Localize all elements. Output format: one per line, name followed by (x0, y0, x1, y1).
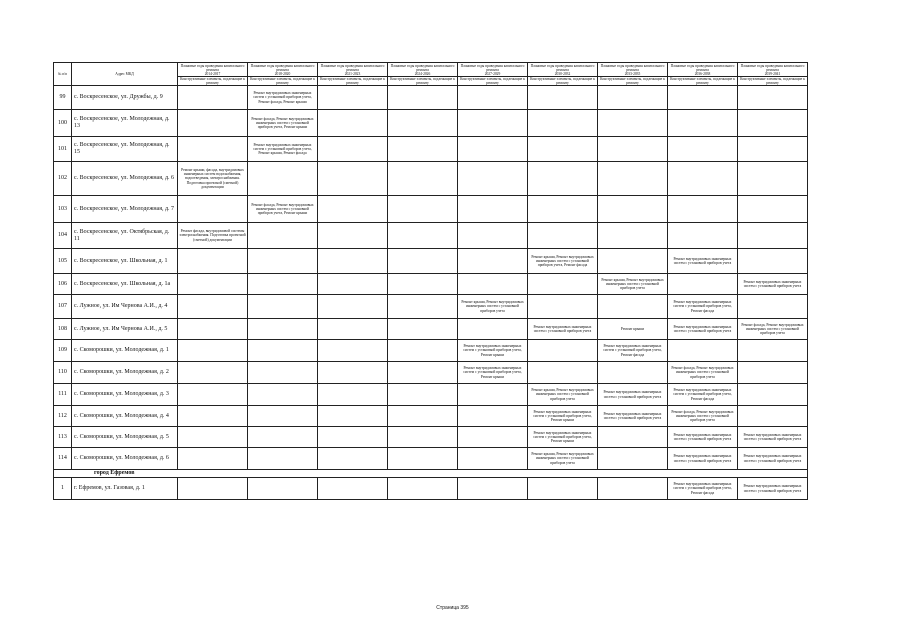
repair-cell (178, 137, 248, 162)
subheader: Конструктивные элементы, подлежащие к ремонту (668, 77, 738, 86)
row-number: 111 (54, 384, 72, 406)
repair-cell (178, 340, 248, 362)
repair-cell (598, 223, 668, 249)
repair-cell (318, 340, 388, 362)
table-row (54, 274, 808, 295)
page-number: Страница 395 (436, 605, 469, 611)
row-address: с. Скоморошки, ул. Молодежная, д. 1 (72, 340, 178, 362)
repair-cell (248, 249, 318, 274)
repair-cell (248, 162, 318, 196)
repair-cell (318, 295, 388, 319)
period-years: 2014-2017 (204, 71, 221, 76)
repair-cell (178, 362, 248, 384)
row-number: 105 (54, 249, 72, 274)
repair-cell (738, 406, 808, 427)
repair-cell (458, 86, 528, 110)
repair-cell: Ремонт фасада, Ремонт внутридомовых инженерных систем с установкой приборов учета (668, 362, 738, 384)
repair-cell (388, 448, 458, 470)
repair-cell (318, 110, 388, 137)
repair-cell (528, 162, 598, 196)
repair-cell (388, 384, 458, 406)
repair-cell: Ремонт внутридомовых инженерных систем с установкой приборов учета (598, 384, 668, 406)
repair-cell (178, 86, 248, 110)
repair-cell: Ремонт внутридомовых инженерных систем с установкой приборов учета, Ремонт фасада (668, 384, 738, 406)
repair-cell (668, 340, 738, 362)
repair-cell: Ремонт внутридомовых инженерных систем с установкой приборов учета, Ремонт крыши (458, 340, 528, 362)
row-address: с. Скоморошки, ул. Молодежная, д. 3 (72, 384, 178, 406)
section-row (54, 470, 808, 478)
table-row (54, 406, 808, 427)
repair-cell: Ремонт внутридомовых инженерных систем с установкой приборов учета (598, 406, 668, 427)
repair-cell (598, 448, 668, 470)
repair-cell (388, 406, 458, 427)
period-title: Плановые годы проведения капитального ремонта (670, 63, 735, 72)
repair-cell (738, 295, 808, 319)
repair-cell (668, 223, 738, 249)
repair-cell: Ремонт внутридомовых инженерных систем с установкой приборов учета, Ремонт фасада (668, 478, 738, 500)
subheader: Конструктивные элементы, подлежащие к ремонту (318, 77, 388, 86)
repair-cell (738, 86, 808, 110)
repair-cell (598, 86, 668, 110)
repair-cell (458, 448, 528, 470)
row-address: с. Воскресенское, ул. Дружбы, д. 9 (72, 86, 178, 110)
repair-cell (388, 249, 458, 274)
repair-cell: Ремонт внутридомовых инженерных систем с установкой приборов учета (738, 478, 808, 500)
repair-cell (528, 137, 598, 162)
repair-cell: Ремонт фасада, внутридомовой системы электроснабжения. Подготовка проектной (сметной) документации (178, 223, 248, 249)
period-title: Плановые годы проведения капитального ремонта (530, 63, 595, 72)
repair-cell (178, 274, 248, 295)
repair-cell: Ремонт внутридомовых инженерных систем с установкой приборов учета, Ремонт крыши, Ремонт фасада (248, 137, 318, 162)
repair-cell (248, 448, 318, 470)
repair-cell (668, 86, 738, 110)
repair-cell (458, 110, 528, 137)
repair-cell (388, 319, 458, 340)
row-number: 1 (54, 478, 72, 500)
table-row (54, 196, 808, 223)
period-title: Плановые годы проведения капитального ремонта (180, 63, 245, 72)
table-row (54, 295, 808, 319)
repair-cell: Ремонт внутридомовых инженерных систем с установкой приборов учета (668, 319, 738, 340)
repair-cell (318, 319, 388, 340)
row-address: с. Воскресенское, ул. Школьная, д. 1а (72, 274, 178, 295)
repair-cell: Ремонт крыши, Ремонт внутридомовых инженерных систем с установкой приборов учета (598, 274, 668, 295)
repair-table (53, 62, 808, 500)
row-number: 109 (54, 340, 72, 362)
repair-cell (178, 448, 248, 470)
table-row (54, 137, 808, 162)
repair-cell (528, 295, 598, 319)
repair-cell: Ремонт фасада, Ремонт внутридомовых инженерных систем с установкой приборов учета (738, 319, 808, 340)
repair-cell: Ремонт крыши, Ремонт внутридомовых инженерных систем с установкой приборов учета, Ремонт фасада (528, 249, 598, 274)
repair-cell: Ремонт внутридомовых инженерных систем с установкой приборов учета, Ремонт фасада (598, 340, 668, 362)
period-title: Плановые годы проведения капитального ремонта (320, 63, 385, 72)
repair-cell: Ремонт внутридомовых инженерных систем с установкой приборов учета (738, 427, 808, 448)
repair-cell (668, 137, 738, 162)
repair-cell (248, 478, 318, 500)
repair-cell (178, 384, 248, 406)
repair-cell (528, 110, 598, 137)
repair-cell (318, 362, 388, 384)
row-address: с. Лужное, ул. Им Чернова А.И., д. 5 (72, 319, 178, 340)
repair-cell (248, 340, 318, 362)
table-row (54, 427, 808, 448)
row-address: г. Ефремов, ул. Газовая, д. 1 (72, 478, 178, 500)
repair-cell: Ремонт крыши (598, 319, 668, 340)
period-header (598, 63, 668, 77)
repair-cell (598, 196, 668, 223)
period-years: 2033-2035 (624, 71, 641, 76)
row-number: 108 (54, 319, 72, 340)
repair-cell (528, 223, 598, 249)
repair-cell (388, 162, 458, 196)
table-row (54, 362, 808, 384)
row-number: 110 (54, 362, 72, 384)
table-row (54, 110, 808, 137)
repair-cell (318, 478, 388, 500)
repair-cell (738, 196, 808, 223)
repair-cell: Ремонт внутридомовых инженерных систем с установкой приборов учета (668, 427, 738, 448)
repair-cell (598, 110, 668, 137)
repair-cell (458, 137, 528, 162)
row-address: с. Скоморошки, ул. Молодежная, д. 4 (72, 406, 178, 427)
repair-cell: Ремонт внутридомовых инженерных систем с установкой приборов учета (738, 274, 808, 295)
table-row (54, 162, 808, 196)
repair-cell (388, 137, 458, 162)
period-title: Плановые годы проведения капитального ремонта (250, 63, 315, 72)
repair-cell (318, 274, 388, 295)
repair-cell (458, 223, 528, 249)
repair-cell (458, 406, 528, 427)
repair-cell (248, 427, 318, 448)
repair-cell (388, 295, 458, 319)
repair-cell (388, 110, 458, 137)
period-title: Плановые годы проведения капитального ремонта (740, 63, 805, 72)
repair-cell (458, 274, 528, 295)
repair-cell (388, 340, 458, 362)
repair-cell: Ремонт крыши, Ремонт внутридомовых инженерных систем с установкой приборов учета (458, 295, 528, 319)
period-header (738, 63, 808, 77)
repair-cell (248, 406, 318, 427)
repair-cell (598, 362, 668, 384)
repair-cell (738, 340, 808, 362)
period-header (528, 63, 598, 77)
repair-cell: Ремонт фасада, Ремонт внутридомовых инженерных систем с установкой приборов учета, Ремонт крыши (248, 110, 318, 137)
subheader: Конструктивные элементы, подлежащие к ремонту (248, 77, 318, 86)
row-number: 100 (54, 110, 72, 137)
repair-cell (738, 162, 808, 196)
repair-cell (598, 137, 668, 162)
repair-cell: Ремонт внутридомовых инженерных систем с установкой приборов учета (738, 448, 808, 470)
period-years: 2036-2038 (694, 71, 711, 76)
repair-cell: Ремонт внутридомовых инженерных систем с установкой приборов учета, Ремонт фасада, Ремонт крыши (248, 86, 318, 110)
repair-cell (458, 162, 528, 196)
row-address: с. Воскресенское, ул. Школьная, д. 1 (72, 249, 178, 274)
table-row (54, 319, 808, 340)
table-row (54, 340, 808, 362)
repair-cell (388, 196, 458, 223)
repair-cell (528, 478, 598, 500)
repair-cell (668, 196, 738, 223)
period-header (388, 63, 458, 77)
repair-cell (458, 196, 528, 223)
row-number: 112 (54, 406, 72, 427)
repair-cell (388, 86, 458, 110)
table-row (54, 223, 808, 249)
row-address: с. Скоморошки, ул. Молодежная, д. 5 (72, 427, 178, 448)
table-row (54, 384, 808, 406)
period-header (458, 63, 528, 77)
repair-cell (528, 86, 598, 110)
header-row (54, 63, 808, 77)
repair-cell (598, 295, 668, 319)
repair-cell (598, 162, 668, 196)
repair-cell: Ремонт внутридомовых инженерных систем с установкой приборов учета (668, 249, 738, 274)
repair-cell: Ремонт крыши, Ремонт внутридомовых инженерных систем с установкой приборов учета (528, 448, 598, 470)
period-header (178, 63, 248, 77)
repair-cell (248, 319, 318, 340)
repair-cell (738, 249, 808, 274)
table-body (54, 86, 808, 500)
repair-cell (598, 427, 668, 448)
row-number: 114 (54, 448, 72, 470)
row-address: с. Скоморошки, ул. Молодежная, д. 6 (72, 448, 178, 470)
repair-cell (738, 223, 808, 249)
period-years: 2027-2029 (484, 71, 501, 76)
repair-cell (458, 427, 528, 448)
repair-cell: Ремонт внутридомовых инженерных систем с установкой приборов учета, Ремонт фасада (668, 295, 738, 319)
row-number: 99 (54, 86, 72, 110)
table-row (54, 478, 808, 500)
subheader: Конструктивные элементы, подлежащие к ремонту (178, 77, 248, 86)
repair-cell (388, 274, 458, 295)
row-address: с. Воскресенское, ул. Молодежная, д. 6 (72, 162, 178, 196)
repair-cell (458, 384, 528, 406)
repair-cell (318, 249, 388, 274)
repair-cell (528, 340, 598, 362)
row-number: 103 (54, 196, 72, 223)
subheader: Конструктивные элементы, подлежащие к ремонту (458, 77, 528, 86)
repair-cell (318, 384, 388, 406)
repair-cell (738, 137, 808, 162)
repair-cell (668, 162, 738, 196)
row-address: с. Воскресенское, ул. Молодежная, д. 15 (72, 137, 178, 162)
table-row (54, 249, 808, 274)
repair-cell: Ремонт крыши, фасада, внутридомовых инженерных систем водоснабжения, водоотведения, электроснабжения. Подготовка проектной (сметной) документации (178, 162, 248, 196)
period-header (248, 63, 318, 77)
repair-cell (318, 427, 388, 448)
repair-cell (388, 223, 458, 249)
repair-cell (178, 478, 248, 500)
repair-cell (318, 137, 388, 162)
table-row (54, 448, 808, 470)
repair-cell (178, 406, 248, 427)
row-address: с. Воскресенское, ул. Молодежная, д. 7 (72, 196, 178, 223)
repair-cell (178, 110, 248, 137)
repair-cell (738, 384, 808, 406)
row-number: 107 (54, 295, 72, 319)
repair-cell (528, 362, 598, 384)
repair-cell (178, 319, 248, 340)
table-row (54, 86, 808, 110)
repair-cell (248, 295, 318, 319)
repair-cell (178, 427, 248, 448)
period-years: 2039-2041 (764, 71, 781, 76)
col-addr-header: Адрес МКД (72, 63, 178, 86)
repair-cell (318, 223, 388, 249)
subheader: Конструктивные элементы, подлежащие к ремонту (388, 77, 458, 86)
row-number: 113 (54, 427, 72, 448)
repair-cell (318, 196, 388, 223)
row-address: с. Воскресенское, ул. Молодежная, д. 13 (72, 110, 178, 137)
repair-cell (668, 274, 738, 295)
repair-cell (598, 478, 668, 500)
repair-cell (318, 86, 388, 110)
subheader: Конструктивные элементы, подлежащие к ремонту (738, 77, 808, 86)
repair-cell (318, 406, 388, 427)
row-address: с. Скоморошки, ул. Молодежная, д. 2 (72, 362, 178, 384)
repair-cell (458, 319, 528, 340)
repair-cell (248, 362, 318, 384)
repair-cell (458, 249, 528, 274)
period-years: 2030-2032 (554, 71, 571, 76)
repair-cell: Ремонт внутридомовых инженерных систем с установкой приборов учета (668, 448, 738, 470)
repair-cell: Ремонт внутридомовых инженерных систем с установкой приборов учета, Ремонт крыши (528, 406, 598, 427)
repair-cell (458, 478, 528, 500)
repair-cell (668, 110, 738, 137)
repair-cell (598, 249, 668, 274)
row-address: с. Воскресенское, ул. Октябрьская, д. 11 (72, 223, 178, 249)
repair-cell (388, 362, 458, 384)
period-title: Плановые годы проведения капитального ремонта (390, 63, 455, 72)
repair-cell: Ремонт крыши, Ремонт внутридомовых инженерных систем с установкой приборов учета (528, 384, 598, 406)
repair-cell (318, 448, 388, 470)
repair-cell: Ремонт внутридомовых инженерных систем с установкой приборов учета (528, 319, 598, 340)
repair-cell (178, 295, 248, 319)
row-number: 102 (54, 162, 72, 196)
period-years: 2018-2020 (274, 71, 291, 76)
repair-cell (318, 162, 388, 196)
repair-cell (528, 274, 598, 295)
capital-repair-schedule (53, 62, 808, 500)
repair-cell: Ремонт фасада, Ремонт внутридомовых инженерных систем с установкой приборов учета, Ремонт крыши (248, 196, 318, 223)
period-years: 2024-2026 (414, 71, 431, 76)
period-header (318, 63, 388, 77)
repair-cell: Ремонт внутридомовых инженерных систем с установкой приборов учета, Ремонт крыши (528, 427, 598, 448)
row-number: 104 (54, 223, 72, 249)
row-number: 101 (54, 137, 72, 162)
repair-cell (528, 196, 598, 223)
period-years: 2021-2023 (344, 71, 361, 76)
subheader: Конструктивные элементы, подлежащие к ремонту (598, 77, 668, 86)
row-address: с. Лужное, ул. Им Чернова А.И., д. 4 (72, 295, 178, 319)
repair-cell (178, 196, 248, 223)
repair-cell: Ремонт внутридомовых инженерных систем с установкой приборов учета, Ремонт крыши (458, 362, 528, 384)
repair-cell (178, 249, 248, 274)
repair-cell (248, 274, 318, 295)
subheader: Конструктивные элементы, подлежащие к ремонту (528, 77, 598, 86)
repair-cell (738, 362, 808, 384)
repair-cell (248, 223, 318, 249)
repair-cell (388, 478, 458, 500)
period-header (668, 63, 738, 77)
repair-cell: Ремонт фасада, Ремонт внутридомовых инженерных систем с установкой приборов учета (668, 406, 738, 427)
repair-cell (388, 427, 458, 448)
section-title: город Ефремов (54, 470, 808, 478)
row-number: 106 (54, 274, 72, 295)
period-title: Плановые годы проведения капитального ремонта (600, 63, 665, 72)
period-title: Плановые годы проведения капитального ремонта (460, 63, 525, 72)
col-num-header: № п/п (54, 63, 72, 86)
repair-cell (738, 110, 808, 137)
repair-cell (248, 384, 318, 406)
